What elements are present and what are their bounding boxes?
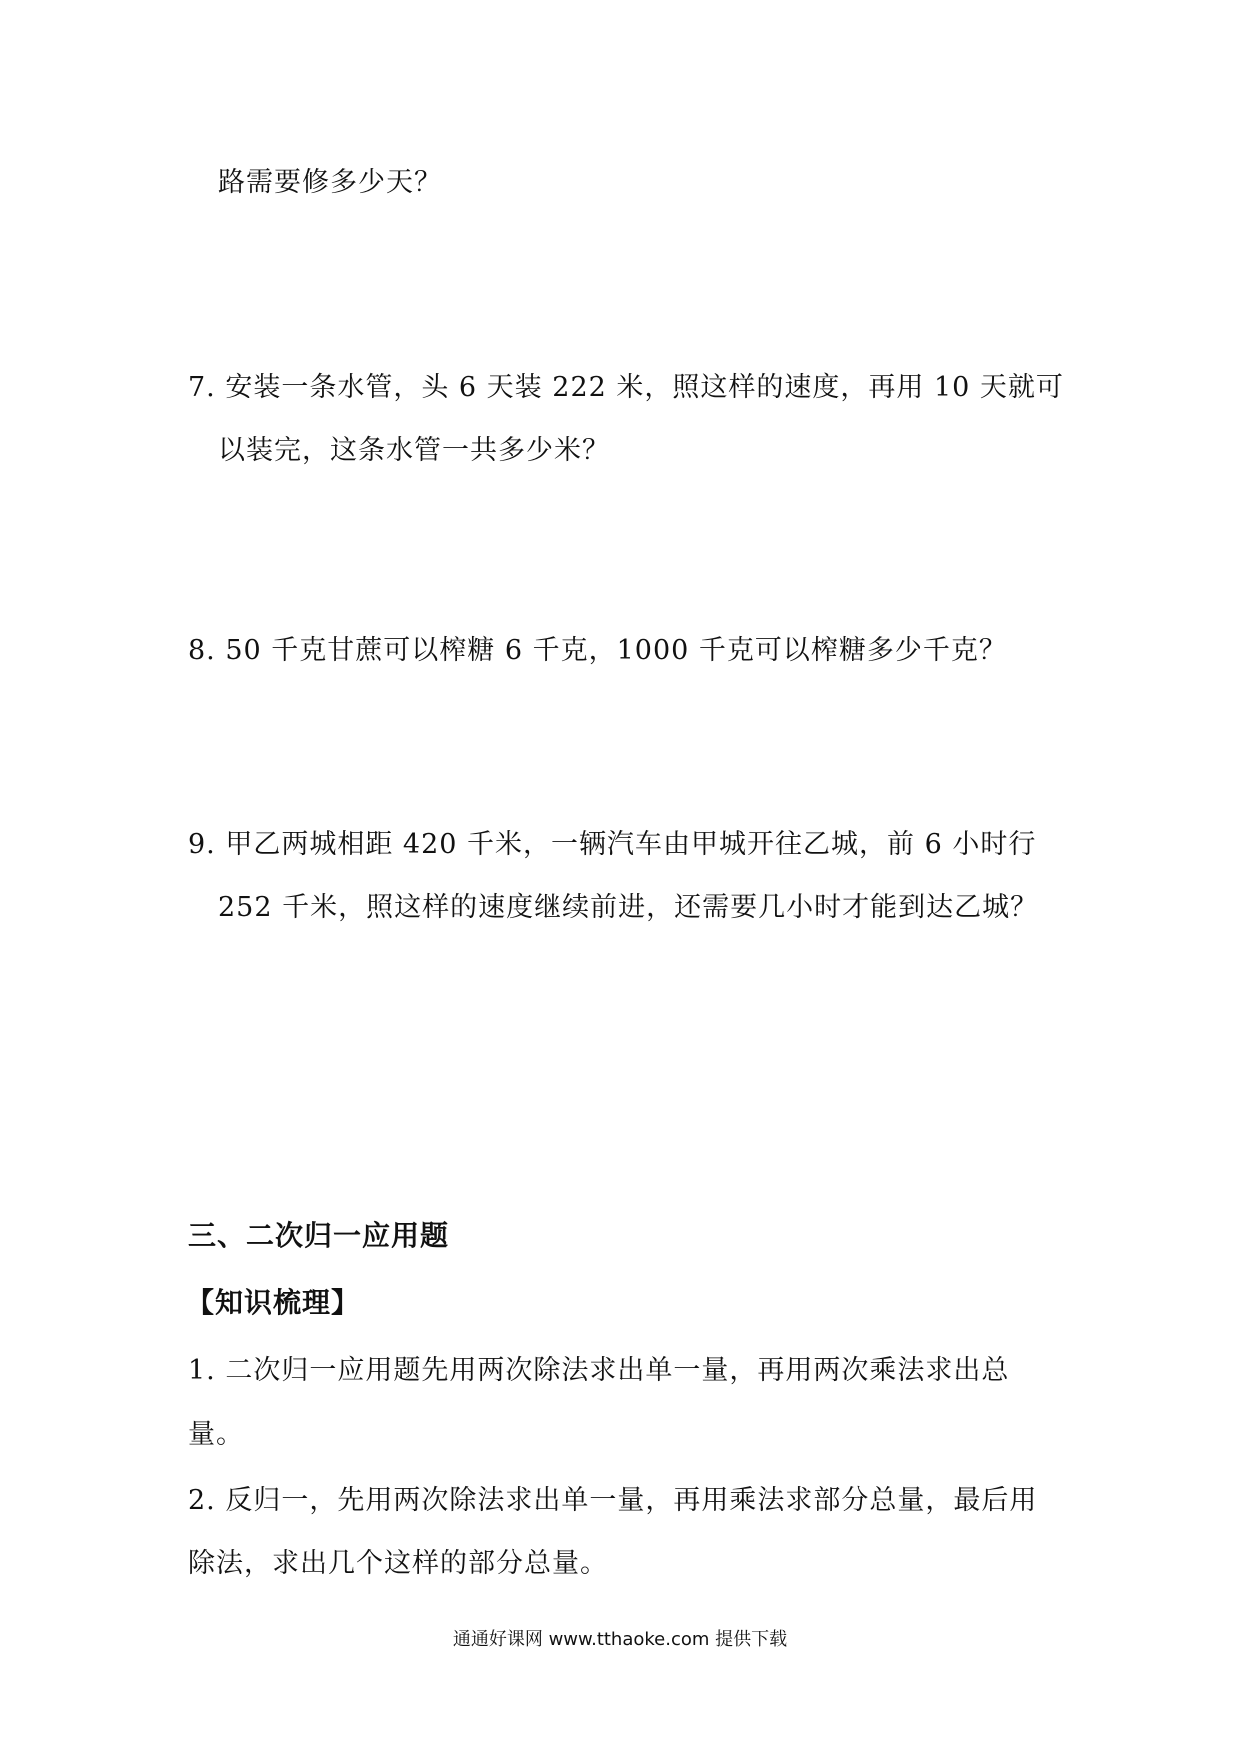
- problem-8-line-1: 8. 50 千克甘蔗可以榨糖 6 千克，1000 千克可以榨糖多少千克？: [188, 635, 1007, 666]
- knowledge-point-1-line-2: 量。: [188, 1419, 244, 1450]
- problem-9-line-2: 252 千米，照这样的速度继续前进，还需要几小时才能到达乙城？: [218, 892, 1039, 923]
- page-footer: 通通好课网 www.tthaoke.com 提供下载: [452, 1629, 788, 1650]
- knowledge-point-2-line-2: 除法，求出几个这样的部分总量。: [188, 1548, 608, 1579]
- section-subtitle: 【知识梳理】: [186, 1286, 361, 1319]
- knowledge-point-1-line-1: 1. 二次归一应用题先用两次除法求出单一量，再用两次乘法求出总: [188, 1355, 1010, 1386]
- section-title: 三、二次归一应用题: [188, 1219, 450, 1252]
- knowledge-point-2-line-1: 2. 反归一，先用两次除法求出单一量，再用乘法求部分总量，最后用: [188, 1485, 1038, 1516]
- problem-6-continuation: 路需要修多少天？: [218, 167, 442, 198]
- problem-7-line-2: 以装完，这条水管一共多少米？: [218, 435, 610, 466]
- problem-7-line-1: 7. 安装一条水管，头 6 天装 222 米，照这样的速度，再用 10 天就可: [188, 372, 1064, 403]
- problem-9-line-1: 9. 甲乙两城相距 420 千米，一辆汽车由甲城开往乙城，前 6 小时行: [188, 829, 1037, 860]
